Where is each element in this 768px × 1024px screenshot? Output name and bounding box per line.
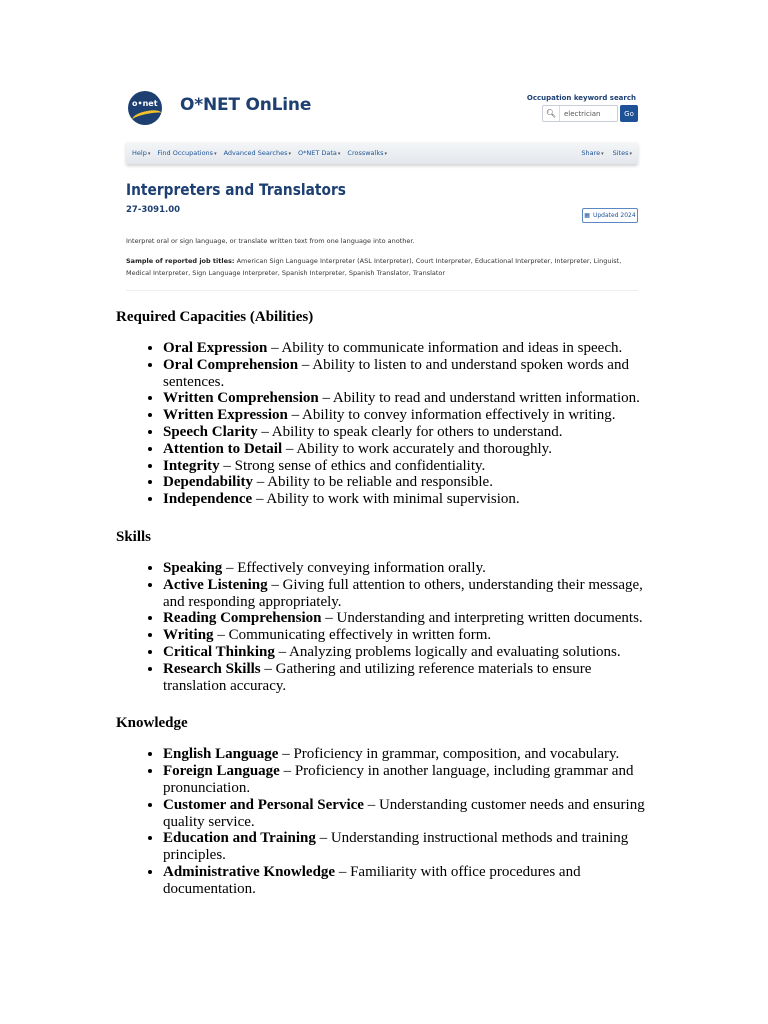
site-name[interactable]: O*NET OnLine <box>180 95 312 115</box>
list-item-term: Active Listening <box>163 576 268 593</box>
list-item-term: Oral Comprehension <box>163 356 299 373</box>
list-item-term: Independence <box>163 491 253 508</box>
list-item <box>163 357 656 391</box>
list-item-description: – Ability to communicate information and ideas in speech. <box>267 340 623 356</box>
list-item-term: Reading Comprehension <box>163 610 322 627</box>
list-item-term: Speech Clarity <box>163 423 258 440</box>
list-item-term: Written Comprehension <box>163 390 319 407</box>
list-item-term: English Language <box>163 746 279 763</box>
list-item-description: – Understanding instructional methods and training principles. <box>163 830 629 864</box>
list-item-term: Research Skills <box>163 660 261 677</box>
list-item-description: – Proficiency in another language, including grammar and pronunciation. <box>163 763 634 796</box>
search-icon: 🔍︎ <box>545 109 557 118</box>
list-item <box>163 661 656 695</box>
sample-label: Sample of reported job titles: <box>126 257 235 265</box>
updated-badge[interactable] <box>582 208 638 223</box>
nav-item[interactable]: Find Occupations ▾ <box>157 149 216 157</box>
nav-item[interactable]: Crosswalks ▾ <box>347 149 387 157</box>
list-item-description: – Ability to read and understand written information. <box>318 390 640 407</box>
list-item <box>163 577 656 611</box>
list-item <box>163 644 656 661</box>
section-heading: Skills <box>116 528 152 545</box>
list-item-term: Customer and Personal Service <box>163 796 364 813</box>
list-item-term: Speaking <box>163 559 223 576</box>
list-item-description: – Giving full attention to others, understanding their message, and responding appropriately. <box>163 576 643 610</box>
list-item-term: Integrity <box>163 457 220 474</box>
list-item <box>163 424 656 441</box>
list-item-description: – Understanding and interpreting written documents. <box>321 610 643 627</box>
list-item-term: Foreign Language <box>163 763 280 780</box>
list-item <box>163 407 656 424</box>
onet-screenshot <box>116 80 648 292</box>
nav-item[interactable]: Advanced Searches ▾ <box>224 149 291 157</box>
nav-item[interactable]: O*NET Data ▾ <box>298 149 340 157</box>
list-item-description: – Communicating effectively in written form. <box>213 627 492 644</box>
bullet-list <box>116 560 656 694</box>
list-item-term: Education and Training <box>163 830 316 847</box>
logo-swoosh-icon <box>131 108 162 125</box>
bullet-list <box>116 340 656 508</box>
nav-item[interactable]: Share ▾ <box>581 149 603 157</box>
list-item-term: Written Expression <box>163 407 288 424</box>
list-item-term: Critical Thinking <box>163 643 275 660</box>
occupation-description: Interpret oral or sign language, or translate written text from one language into another. <box>126 237 415 245</box>
list-item-description: – Ability to speak clearly for others to understand. <box>257 423 563 440</box>
list-item <box>163 390 656 407</box>
sample-titles: American Sign Language Interpreter (ASL Interpreter), Court Interpreter, Educational Interpreter, Interpreter, Linguist, Medical Interpreter, Sign Language Interpreter, Spanish Interpreter, Spanish Translator, Translator <box>126 257 622 277</box>
list-item <box>163 797 656 831</box>
nav-item[interactable]: Sites ▾ <box>613 149 632 157</box>
updated-label: Updated 2024 <box>592 212 636 219</box>
list-item-description: – Ability to listen to and understand spoken words and sentences. <box>163 356 629 390</box>
bullet-list <box>116 746 656 897</box>
list-item-term: Attention to Detail <box>163 440 283 457</box>
list-item <box>163 746 656 763</box>
occupation-title: Interpreters and Translators <box>126 180 346 199</box>
go-button[interactable]: Go <box>620 105 638 122</box>
section-heading: Required Capacities (Abilities) <box>116 309 314 325</box>
nav-right <box>572 142 632 164</box>
list-item-term: Writing <box>163 627 214 644</box>
list-item <box>163 864 656 898</box>
occupation-code: 27-3091.00 <box>126 205 181 215</box>
list-item-description: – Analyzing problems logically and evaluating solutions. <box>274 643 621 660</box>
search-label: Occupation keyword search <box>526 94 636 102</box>
list-item <box>163 491 656 508</box>
list-item-description: – Strong sense of ethics and confidentiality. <box>219 457 486 474</box>
list-item <box>163 610 656 627</box>
list-item-description: – Gathering and utilizing reference materials to ensure translation accuracy. <box>163 660 592 694</box>
search-input-value: electrician <box>559 106 601 121</box>
onet-logo-text: o•net <box>132 99 158 108</box>
list-item-term: Dependability <box>163 474 254 491</box>
list-item <box>163 441 656 458</box>
onet-logo[interactable] <box>128 91 162 125</box>
document-body <box>116 307 656 917</box>
list-item <box>163 830 656 864</box>
nav-item[interactable]: Help ▾ <box>132 149 150 157</box>
list-item-description: – Effectively conveying information orally. <box>222 559 486 576</box>
list-item <box>163 627 656 644</box>
list-item <box>163 763 656 797</box>
list-item-description: – Proficiency in grammar, composition, and vocabulary. <box>278 746 620 763</box>
search-input[interactable] <box>542 105 618 122</box>
list-item-description: – Ability to work with minimal supervision. <box>252 491 520 508</box>
list-item <box>163 458 656 475</box>
nav-bar <box>126 142 638 164</box>
list-item-description: – Familiarity with office procedures and documentation. <box>163 863 581 897</box>
list-item <box>163 560 656 577</box>
calendar-icon: ▦ <box>584 212 590 219</box>
nav-left <box>132 142 394 164</box>
list-item-term: Administrative Knowledge <box>163 863 336 880</box>
list-item <box>163 474 656 491</box>
list-item-description: – Ability to work accurately and thoroughly. <box>282 440 552 457</box>
sample-job-titles <box>126 256 631 279</box>
list-item-description: – Ability to convey information effectively in writing. <box>287 407 616 424</box>
list-item-term: Oral Expression <box>163 340 268 356</box>
divider <box>126 290 638 291</box>
section-heading: Knowledge <box>116 715 188 732</box>
list-item <box>163 340 656 357</box>
list-item-description: – Ability to be reliable and responsible. <box>253 474 493 491</box>
list-item-description: – Understanding customer needs and ensuring quality service. <box>163 796 645 830</box>
